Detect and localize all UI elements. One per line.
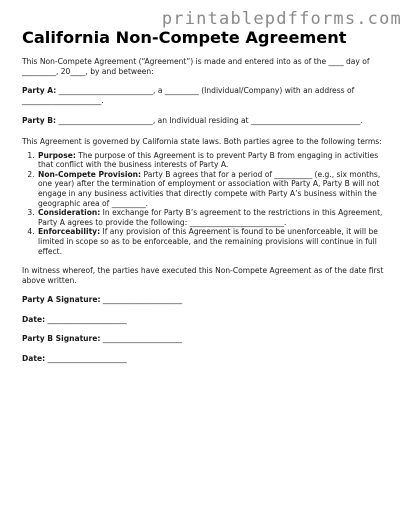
- term-heading: Consideration:: [38, 208, 101, 218]
- term-item-non-compete: [37, 170, 388, 208]
- party-a-date-field[interactable]: [22, 315, 388, 325]
- party-b-text: _________________________, an Individual residing at _____________________________.: [56, 116, 363, 126]
- term-text: The purpose of this Agreement is to prevent Party B from engaging in activities that conflict with the business interests of Party A.: [38, 150, 379, 170]
- term-item-consideration: [37, 208, 388, 227]
- terms-list: [22, 151, 388, 257]
- watermark-text: printablepdfforms.com: [161, 9, 402, 29]
- governing-law-paragraph: This Agreement is governed by California state laws. Both parties agree to the following terms:: [22, 136, 382, 146]
- signature-line[interactable]: _____________________: [100, 334, 183, 344]
- party-a-text: _________________________, a _________ (Individual/Company) with an address of _____________________.: [22, 86, 355, 105]
- term-heading: Purpose:: [38, 150, 76, 160]
- intro-paragraph: This Non-Compete Agreement (“Agreement”) is made and entered into as of the ____ day of _________, 20____, by and between:: [22, 57, 370, 76]
- party-a-label: Party A:: [22, 86, 57, 96]
- date-label: Date:: [22, 354, 46, 364]
- party-a-signature-field[interactable]: [22, 295, 388, 305]
- term-text: Party B agrees that for a period of __________ (e.g., six months, one year) after the termination of employment or association with Party A, Party B will not engage in any business activities that directly compete with Party A’s business within the geographic area of _________.: [38, 169, 381, 208]
- party-b-date-field[interactable]: [22, 354, 388, 364]
- document-title: California Non-Compete Agreement: [22, 28, 347, 47]
- term-text: In exchange for Party B’s agreement to the restrictions in this Agreement, Party A agrees to provide the following: _________________________.: [38, 208, 383, 227]
- party-a-line: [22, 86, 388, 105]
- party-b-label: Party B:: [22, 116, 57, 126]
- date-label: Date:: [22, 314, 46, 324]
- date-line[interactable]: _____________________: [45, 354, 127, 364]
- signature-label: Party A Signature:: [22, 295, 101, 305]
- term-item-enforceability: [37, 227, 388, 256]
- date-line[interactable]: _____________________: [45, 314, 127, 324]
- party-b-signature-field[interactable]: [22, 334, 388, 344]
- term-heading: Enforceability:: [38, 227, 101, 237]
- term-item-purpose: [37, 151, 388, 170]
- signature-line[interactable]: _____________________: [100, 295, 183, 305]
- document-body: [22, 57, 388, 374]
- term-text: If any provision of this Agreement is found to be unenforceable, it will be limited in scope so as to be enforceable, and the remaining provisions will continue in full effect.: [38, 227, 378, 256]
- signature-label: Party B Signature:: [22, 334, 101, 344]
- witness-paragraph: In witness whereof, the parties have executed this Non-Compete Agreement as of the date first above written.: [22, 266, 384, 285]
- party-b-line: [22, 116, 388, 126]
- term-heading: Non-Compete Provision:: [38, 169, 142, 179]
